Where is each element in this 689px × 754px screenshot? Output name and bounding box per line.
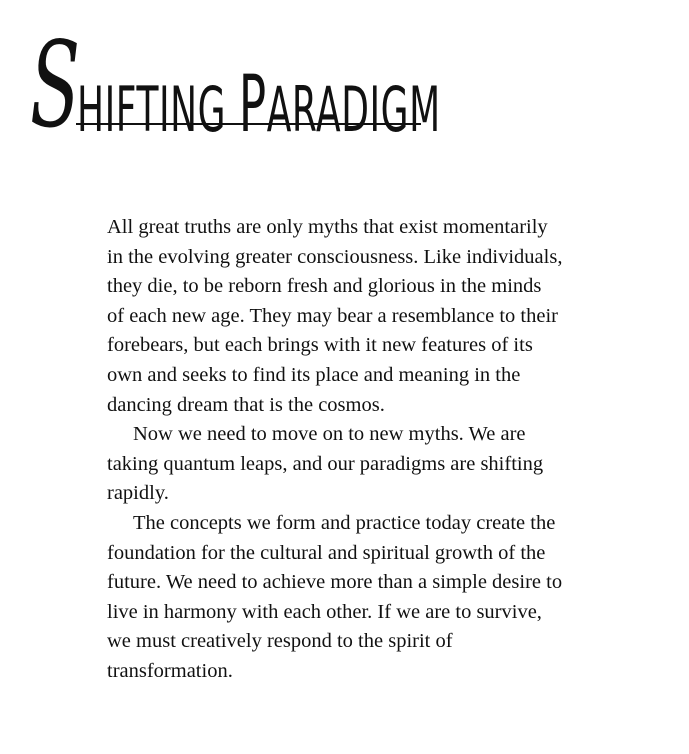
paragraph-2 [107,420,667,509]
body-text [107,213,667,687]
text-line: future. We need to achieve more than a simple desire to [107,571,563,594]
text-line: taking quantum leaps, and our paradigms are shifting [107,452,544,475]
page-title [30,16,441,156]
text-line: live in harmony with each other. If we are to survive, [107,600,542,623]
paragraph-3 [107,509,667,687]
title-cap-p: P [238,60,267,150]
title-small-caps-1: HIFTING [77,73,227,146]
text-line: rapidly. [107,482,169,505]
text-line: foundation for the cultural and spiritual growth of the [107,541,546,564]
text-line: Now we need to move on to new myths. We are [133,423,526,446]
title-underline [76,123,421,125]
text-line: of each new age. They may bear a resemblance to their [107,304,558,327]
text-line: we must creatively respond to the spirit of [107,630,453,653]
title-text [77,60,441,150]
text-line: transformation. [107,659,233,682]
text-line: The concepts we form and practice today create the [133,511,556,534]
text-line: All great truths are only myths that exist momentarily [107,216,548,238]
text-line: own and seeks to find its place and meaning in the [107,363,521,386]
text-line: they die, to be reborn fresh and glorious in the minds [107,275,542,298]
paragraph-1 [107,213,667,420]
title-dropcap: S [30,16,81,154]
text-line: forebears, but each brings with it new features of its [107,334,533,357]
text-line: dancing dream that is the cosmos. [107,393,385,416]
title-small-caps-2: ARADIGM [266,73,441,146]
text-line: in the evolving greater consciousness. Like individuals, [107,245,563,268]
